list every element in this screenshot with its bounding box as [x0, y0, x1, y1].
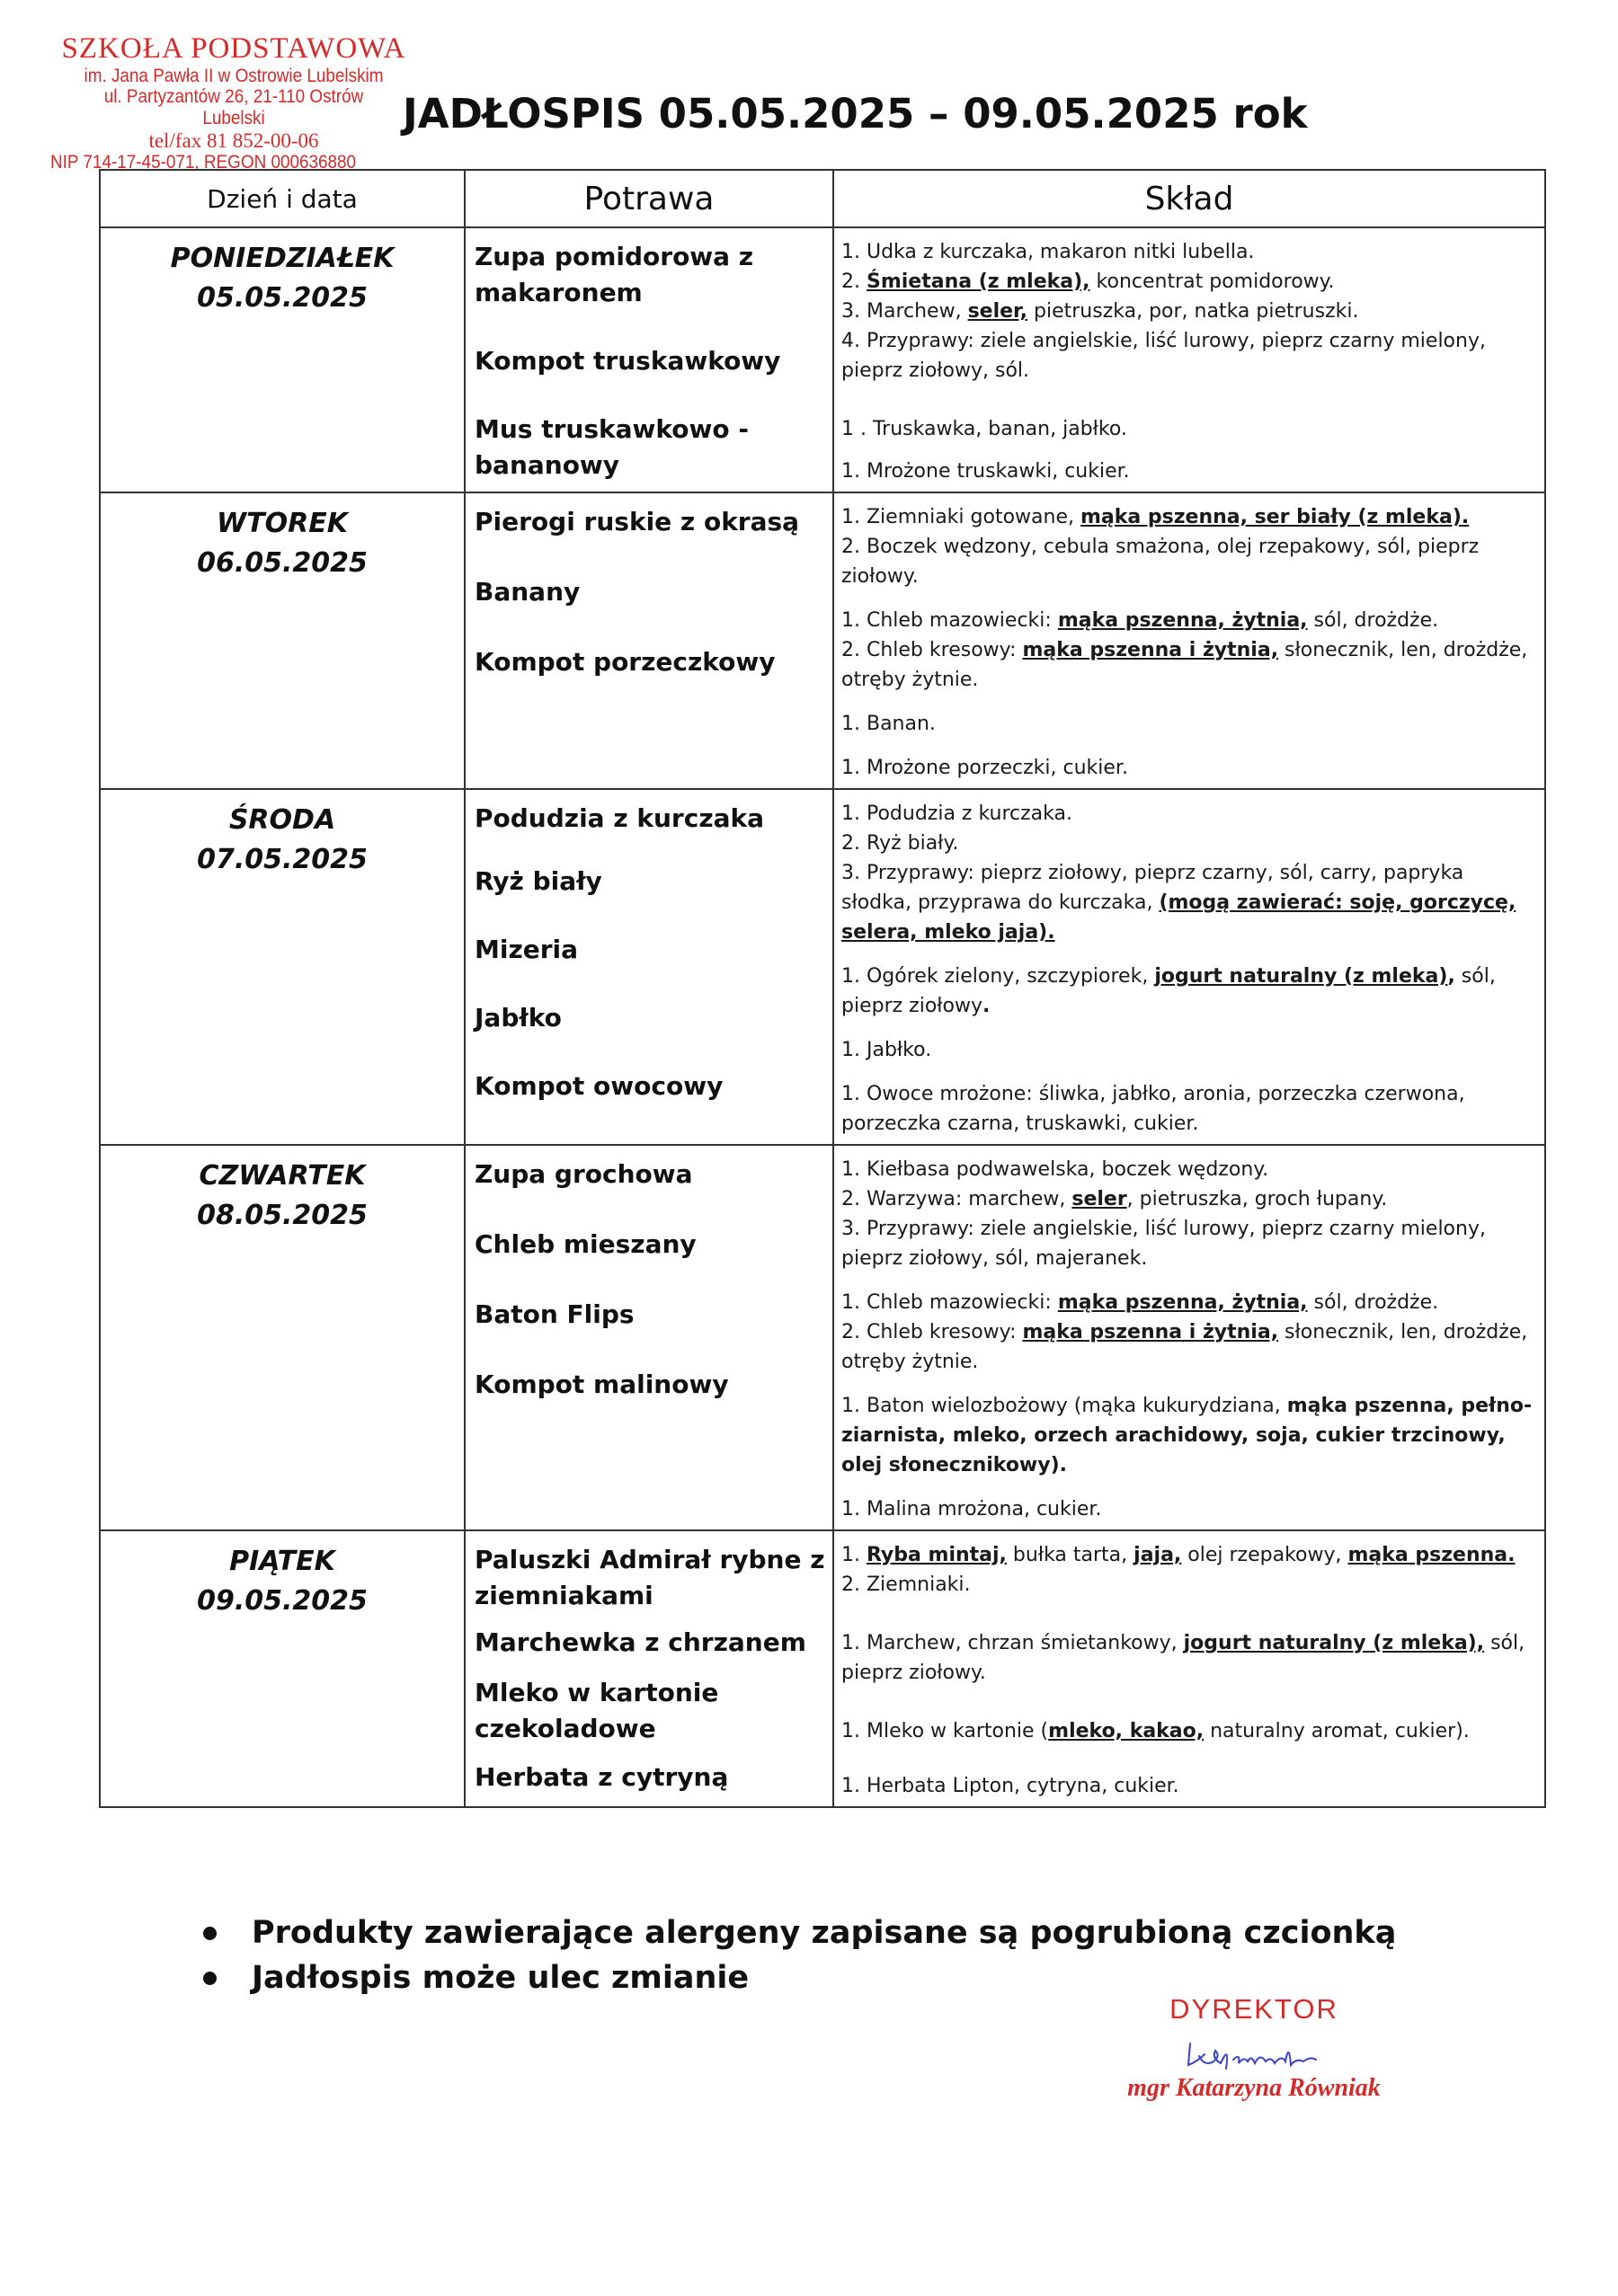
ingredient-text: 3. Marchew,	[841, 300, 968, 323]
ingredient-text: 1. Mrożone porzeczki, cukier.	[841, 757, 1128, 779]
ingredient-text: , pietruszka, groch łupany.	[1126, 1188, 1388, 1210]
ingredient-text: słonecznik, len, drożdże, otręby żytnie.	[841, 639, 1528, 691]
ingredient-text: .	[982, 995, 991, 1017]
allergen-text: jogurt naturalny (z mleka),	[1183, 1632, 1485, 1654]
ingredient-group	[841, 1035, 1537, 1065]
ingredient-text: sól, drożdże.	[1307, 609, 1439, 632]
allergen-text: seler,	[967, 300, 1028, 323]
ingredient-text: olej rzepakowy,	[1181, 1544, 1348, 1566]
ingredient-group	[841, 237, 1537, 386]
dish-name: Podudzia z kurczaka	[475, 803, 765, 833]
dish-name: Kompot truskawkowy	[475, 346, 781, 376]
ingredient-line	[841, 962, 1537, 1021]
ingredient-line	[841, 532, 1537, 591]
ingredient-text: 1. Udka z kurczaka, makaron nitki lubella.	[841, 241, 1255, 263]
ingredient-group	[841, 1155, 1537, 1273]
allergen-text: (mogą zawierać: soję, gorczycę, selera, mleko jaja).	[841, 891, 1516, 944]
allergen-text: mąka pszenna i żytnia,	[1022, 639, 1279, 661]
ingredient-text: 2. Boczek wędzony, cebula smażona, olej rzepakowy, sól, pieprz ziołowy.	[841, 536, 1480, 588]
school-nip-regon: NIP 714-17-45-071, REGON 000636880	[50, 152, 357, 173]
ingredient-line	[841, 1540, 1537, 1570]
day-cell	[100, 789, 465, 1145]
ingredient-group	[841, 1716, 1537, 1746]
signature-block	[1106, 1993, 1402, 2103]
allergen-text: mąka pszenna, żytnia,	[1057, 609, 1308, 632]
ingredient-line	[841, 635, 1537, 695]
ingredient-line	[841, 1184, 1537, 1214]
allergen-text: mąka pszenna, żytnia,	[1057, 1291, 1308, 1314]
ingredient-group	[841, 962, 1537, 1021]
ingredients-cell	[833, 492, 1545, 789]
allergen-text: mleko, kakao,	[1048, 1720, 1205, 1742]
ingredient-line	[841, 1317, 1537, 1377]
table-row	[100, 492, 1545, 789]
dishes-cell	[465, 789, 833, 1145]
allergen-text: Śmietana (z mleka),	[866, 270, 1090, 293]
table-row	[100, 1530, 1545, 1807]
dish-name: Kompot owocowy	[475, 1071, 724, 1101]
ingredient-group	[841, 1288, 1537, 1377]
day-date: 05.05.2025	[197, 282, 368, 314]
ingredient-text: 1. Owoce mrożone: śliwka, jabłko, aronia, porzeczka czerwona, porzeczka czarna, truskawki, cukier.	[841, 1083, 1465, 1135]
ingredient-text: 1. Ogórek zielony, szczypiorek,	[841, 965, 1155, 988]
note-text: Produkty zawierające alergeny zapisane są pogrubioną czcionką	[252, 1915, 1397, 1951]
ingredient-text: 1. Malina mrożona, cukier.	[841, 1498, 1102, 1520]
allergen-text: seler	[1071, 1188, 1127, 1210]
day-name: WTOREK	[217, 508, 348, 539]
ingredient-text: koncentrat pomidorowy.	[1089, 270, 1335, 293]
dish-name: Kompot porzeczkowy	[475, 647, 776, 677]
bullet-icon	[203, 1927, 217, 1940]
bullet-icon	[203, 1972, 217, 1985]
ingredient-group	[841, 1628, 1537, 1688]
ingredient-text: sól, pieprz ziołowy	[841, 965, 1496, 1017]
day-cell	[100, 1530, 465, 1807]
dish-name: Ryż biały	[475, 866, 602, 896]
ingredient-text: 1. Ziemniaki gotowane,	[841, 506, 1080, 528]
ingredient-group	[841, 1391, 1537, 1480]
ingredient-text: 2.	[841, 270, 867, 293]
table-row	[100, 1145, 1545, 1530]
day-name: ŚRODA	[228, 804, 336, 836]
ingredient-text: 2. Chleb kresowy:	[841, 639, 1023, 661]
ingredient-text: 1. Banan.	[841, 713, 936, 735]
ingredient-line	[841, 799, 1537, 829]
school-address: ul. Partyzantów 26, 21-110 Ostrów Lubelski	[103, 86, 364, 129]
ingredient-text: 2. Ryż biały.	[841, 832, 959, 855]
dish-name: Zupa grochowa	[475, 1159, 693, 1189]
ingredient-text: 4. Przyprawy: ziele angielskie, liść lurowy, pieprz czarny mielony, pieprz ziołowy, sól.	[841, 330, 1486, 382]
ingredient-line	[841, 1771, 1537, 1801]
signature-name: mgr Katarzyna Równiak	[1127, 2074, 1381, 2102]
ingredient-text: 1. Jabłko.	[841, 1039, 932, 1061]
ingredient-line	[841, 1079, 1537, 1139]
ingredient-line	[841, 753, 1537, 783]
ingredient-text: 1. Mleko w kartonie (	[841, 1720, 1049, 1742]
ingredient-line	[841, 829, 1537, 858]
ingredient-text: słonecznik, len, drożdże, otręby żytnie.	[841, 1321, 1528, 1373]
allergen-text: mąka pszenna, ser biały (z mleka).	[1080, 506, 1470, 528]
ingredient-text: 1. Marchew, chrzan śmietankowy,	[841, 1632, 1184, 1654]
ingredient-line	[841, 1288, 1537, 1317]
ingredient-group	[841, 1540, 1537, 1600]
ingredient-group	[841, 414, 1537, 444]
school-stamp	[50, 32, 413, 173]
allergen-text: Ryba mintaj,	[866, 1544, 1007, 1566]
ingredient-text: 1. Kiełbasa podwawelska, boczek wędzony.	[841, 1158, 1269, 1181]
header-ingredients: Skład	[833, 170, 1545, 227]
ingredient-group	[841, 1494, 1537, 1524]
ingredient-text: 2. Warzywa: marchew,	[841, 1188, 1072, 1210]
ingredient-line	[841, 1391, 1537, 1480]
ingredient-line	[841, 1570, 1537, 1600]
day-name: PIĄTEK	[229, 1546, 335, 1577]
header-day: Dzień i data	[100, 170, 465, 227]
table-header-row	[100, 170, 1545, 227]
page-title: JADŁOSPIS 05.05.2025 – 09.05.2025 rok	[403, 90, 1308, 137]
day-name: PONIEDZIAŁEK	[170, 243, 395, 274]
dish-name: Jabłko	[475, 1003, 562, 1033]
dish-name: Mus truskawkowo - bananowy	[475, 414, 749, 480]
ingredients-cell	[833, 1530, 1545, 1807]
dishes-cell	[465, 1530, 833, 1807]
handwritten-signature-icon	[1185, 2034, 1320, 2079]
dish-name: Paluszki Admirał rybne z ziemniakami	[475, 1545, 825, 1610]
ingredient-line	[841, 858, 1537, 947]
dish-name: Pierogi ruskie z okrasą	[475, 507, 800, 536]
ingredient-group	[841, 606, 1537, 695]
ingredient-text: 1. Baton wielozbożowy (mąka kukurydziana,	[841, 1395, 1287, 1417]
dish-name: Herbata z cytryną	[475, 1762, 729, 1792]
ingredient-text: 1. Chleb mazowiecki:	[841, 1291, 1058, 1314]
ingredient-line	[841, 1628, 1537, 1688]
dish-name: Baton Flips	[475, 1299, 635, 1329]
ingredient-text: 2. Ziemniaki.	[841, 1574, 971, 1596]
ingredient-text: 2. Chleb kresowy:	[841, 1321, 1023, 1343]
ingredients-cell	[833, 1145, 1545, 1530]
day-name: CZWARTEK	[199, 1160, 366, 1192]
school-name: SZKOŁA PODSTAWOWA	[61, 32, 406, 65]
allergen-text: mąka pszenna i żytnia,	[1022, 1321, 1279, 1343]
ingredient-line	[841, 606, 1537, 635]
dish-name: Kompot malinowy	[475, 1370, 729, 1399]
dish-name: Chleb mieszany	[475, 1229, 697, 1259]
dish-name: Mizeria	[475, 935, 579, 964]
ingredient-line	[841, 1214, 1537, 1273]
allergen-text: mąka pszenna.	[1347, 1544, 1516, 1566]
day-cell	[100, 1145, 465, 1530]
ingredient-group	[841, 457, 1537, 486]
ingredient-line	[841, 326, 1537, 386]
ingredient-text: bułka tarta,	[1006, 1544, 1134, 1566]
ingredient-text: mąka pszenna, pełnoziarnista, mleko, orzech arachidowy, soja, cukier trzcinowy, olej słonecznikowy).	[841, 1395, 1533, 1476]
day-date: 07.05.2025	[197, 844, 368, 875]
day-cell	[100, 492, 465, 789]
ingredient-line	[841, 267, 1537, 297]
table-row	[100, 789, 1545, 1145]
ingredient-line	[841, 1035, 1537, 1065]
ingredient-text: 1 . Truskawka, banan, jabłko.	[841, 418, 1127, 440]
dishes-cell	[465, 227, 833, 492]
ingredient-line	[841, 414, 1537, 444]
ingredient-text: 1. Podudzia z kurczaka.	[841, 802, 1072, 825]
ingredient-line	[841, 502, 1537, 532]
ingredient-group	[841, 709, 1537, 739]
day-date: 08.05.2025	[197, 1200, 368, 1231]
ingredient-group	[841, 1079, 1537, 1139]
dishes-cell	[465, 492, 833, 789]
dish-name: Banany	[475, 577, 581, 607]
note-text: Jadłospis może ulec zmianie	[252, 1960, 750, 1996]
ingredient-line	[841, 1716, 1537, 1746]
day-date: 06.05.2025	[197, 547, 368, 579]
ingredients-cell	[833, 227, 1545, 492]
header-dish: Potrawa	[465, 170, 833, 227]
menu-table	[99, 169, 1546, 1808]
ingredient-text: sól, drożdże.	[1307, 1291, 1439, 1314]
allergen-text: jogurt naturalny (z mleka)	[1154, 965, 1448, 988]
dish-name: Zupa pomidorowa z makaronem	[475, 242, 754, 307]
ingredient-text: 1.	[841, 1544, 867, 1566]
ingredient-text: ,	[1447, 965, 1455, 988]
ingredient-text: naturalny aromat, cukier).	[1204, 1720, 1470, 1742]
ingredient-line	[841, 1155, 1537, 1184]
table-row	[100, 227, 1545, 492]
allergen-text: jaja,	[1133, 1544, 1182, 1566]
note-item	[198, 1910, 1396, 1955]
ingredient-text: 1. Mrożone truskawki, cukier.	[841, 460, 1130, 483]
day-cell	[100, 227, 465, 492]
ingredient-group	[841, 753, 1537, 783]
school-phone: tel/fax 81 852-00-06	[148, 129, 319, 152]
notes-list	[198, 1910, 1396, 2000]
ingredient-line	[841, 237, 1537, 267]
ingredient-line	[841, 297, 1537, 326]
ingredient-line	[841, 709, 1537, 739]
ingredient-group	[841, 502, 1537, 591]
ingredient-text: sól, pieprz ziołowy.	[841, 1632, 1525, 1684]
ingredient-line	[841, 457, 1537, 486]
ingredient-group	[841, 799, 1537, 947]
ingredient-text: 3. Przyprawy: ziele angielskie, liść lurowy, pieprz czarny mielony, pieprz ziołowy, sól, majeranek.	[841, 1218, 1486, 1270]
day-date: 09.05.2025	[197, 1585, 368, 1617]
signature-role: DYREKTOR	[1169, 1993, 1338, 2025]
ingredient-text: 3. Przyprawy: pieprz ziołowy, pieprz czarny, sól, carry, papryka słodka, przyprawa do kurczaka,	[841, 862, 1464, 914]
ingredient-text: pietruszka, por, natka pietruszki.	[1027, 300, 1359, 323]
ingredient-line	[841, 1494, 1537, 1524]
ingredient-group	[841, 1771, 1537, 1801]
dishes-cell	[465, 1145, 833, 1530]
ingredient-text: 1. Chleb mazowiecki:	[841, 609, 1058, 632]
ingredients-cell	[833, 789, 1545, 1145]
ingredient-text: 1. Herbata Lipton, cytryna, cukier.	[841, 1775, 1179, 1797]
school-patron: im. Jana Pawła II w Ostrowie Lubelskim	[84, 65, 384, 86]
dish-name: Marchewka z chrzanem	[475, 1627, 806, 1657]
dish-name: Mleko w kartonie czekoladowe	[475, 1678, 719, 1743]
